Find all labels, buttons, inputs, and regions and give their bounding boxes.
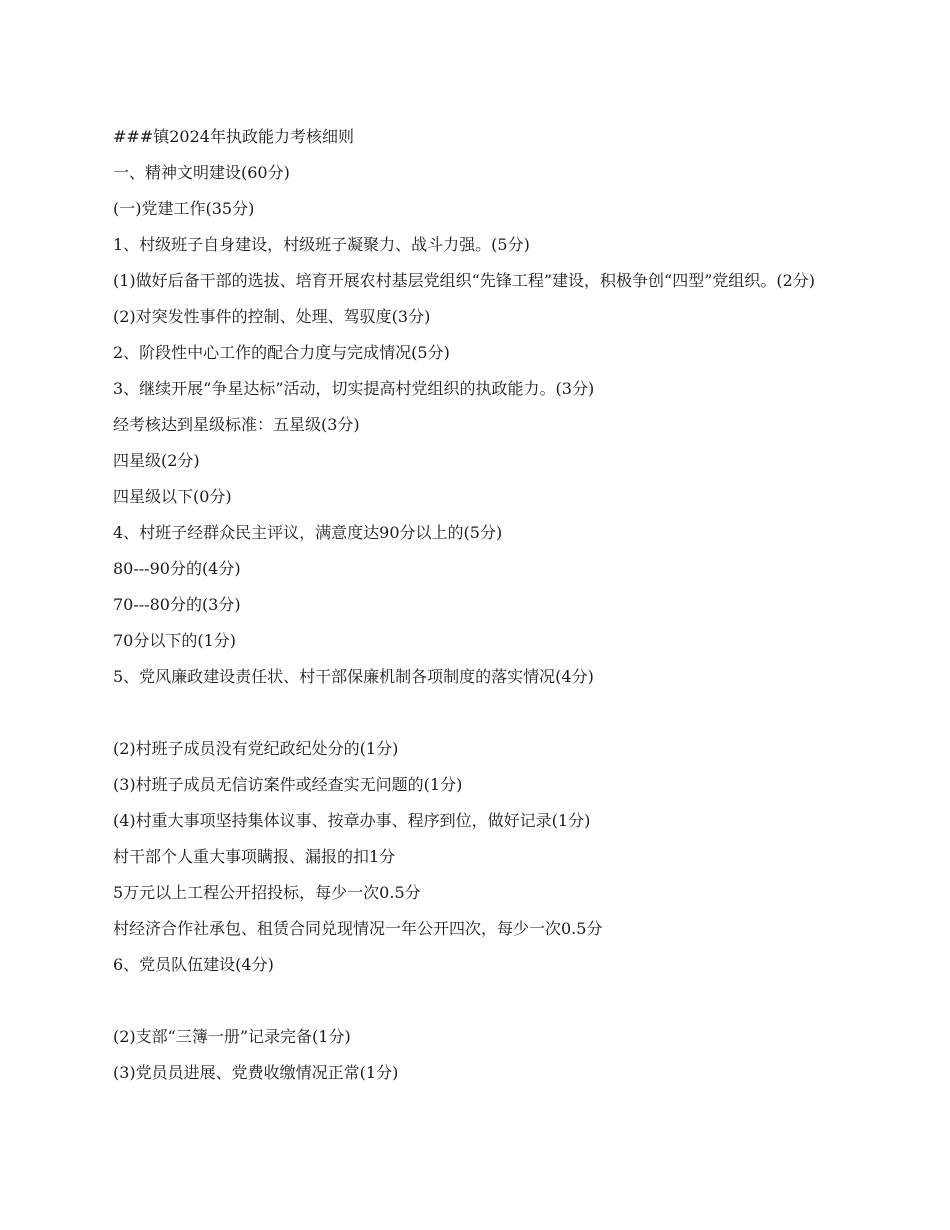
text-line: (2)支部“三簿一册”记录完备(1分) [113, 1027, 351, 1046]
text-line: 四星级以下(0分) [113, 487, 232, 506]
text-line: (3)村班子成员无信访案件或经查实无问题的(1分) [113, 775, 463, 794]
blank-line [113, 990, 843, 1026]
text-line: (2)村班子成员没有党纪政纪处分的(1分) [113, 739, 399, 758]
text-line: 3、继续开展“争星达标”活动，切实提高村党组织的执政能力。(3分) [113, 379, 595, 398]
text-line: (4)村重大事项坚持集体议事、按章办事、程序到位，做好记录(1分) [113, 811, 591, 830]
text-line: (2)对突发性事件的控制、处理、驾驭度(3分) [113, 307, 431, 326]
text-line: 村经济合作社承包、租赁合同兑现情况一年公开四次，每少一次0.5分 [113, 919, 603, 938]
text-line: 70分以下的(1分) [113, 631, 237, 650]
text-line: 一、精神文明建设(60分) [113, 163, 290, 182]
document-lines [113, 162, 843, 1084]
text-line: 70---80分的(3分) [113, 595, 241, 614]
text-line: 1、村级班子自身建设，村级班子凝聚力、战斗力强。(5分) [113, 235, 530, 254]
text-line: 6、党员队伍建设(4分) [113, 955, 274, 974]
text-line: 5、党风廉政建设责任状、村干部保廉机制各项制度的落实情况(4分) [113, 667, 594, 686]
text-line: 村干部个人重大事项瞒报、漏报的扣1分 [113, 847, 396, 866]
text-line: (1)做好后备干部的选拔、培育开展农村基层党组织“先锋工程”建设，积极争创“四型”党组织。(2分) [113, 271, 816, 290]
text-line: 经考核达到星级标准：五星级(3分) [113, 415, 360, 434]
text-line: 80---90分的(4分) [113, 559, 241, 578]
text-line: 4、村班子经群众民主评议，满意度达90分以上的(5分) [113, 523, 503, 542]
document-body [113, 126, 843, 1098]
text-line: 四星级(2分) [113, 451, 200, 470]
text-line: 5万元以上工程公开招投标，每少一次0.5分 [113, 883, 421, 902]
blank-line [113, 702, 843, 738]
text-line: (一)党建工作(35分) [113, 199, 255, 218]
text-line: 2、阶段性中心工作的配合力度与完成情况(5分) [113, 343, 450, 362]
text-line: (3)党员员进展、党费收缴情况正常(1分) [113, 1063, 399, 1082]
document-title: ###镇2024年执政能力考核细则 [113, 127, 354, 146]
